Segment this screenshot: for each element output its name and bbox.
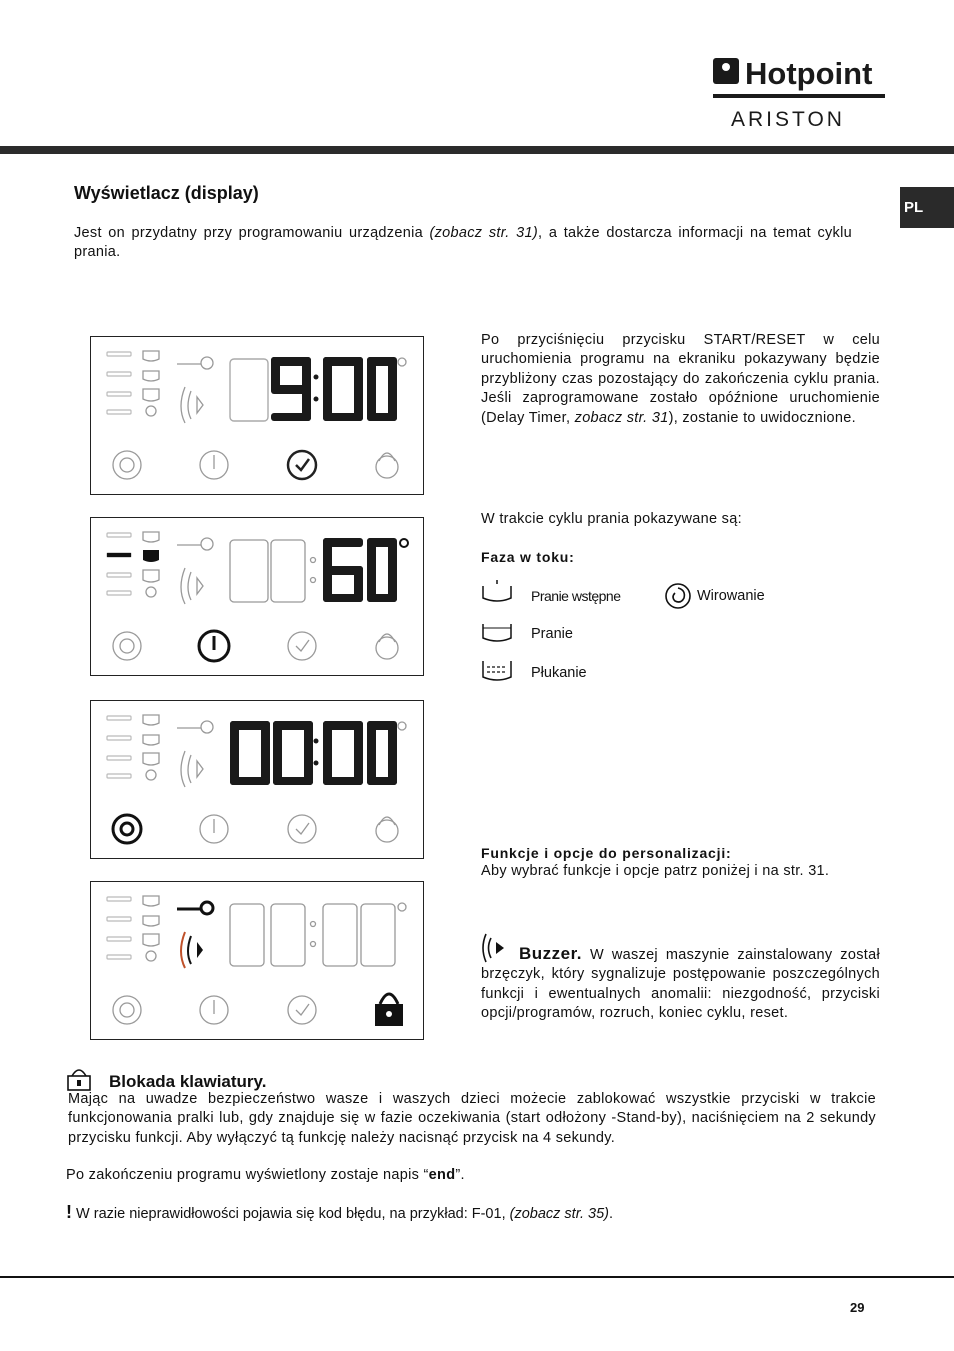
prewash-label: Pranie wstępne [531, 588, 621, 604]
lock-paragraph: Mając na uwadze bezpieczeństwo wasze i waszych dzieci możecie zablokować wszystkie przyciski w trakcie funkcjonowania pralki lub, gdy znajduje się w fazie oczekiwania (start odłożony -Stand-by), naciśnięciem na 2 sekundy przycisku funkcji. Aby wyłączyć tą funkcję należy nacisnąć przycisk na 4 sekundy. [68, 1091, 876, 1146]
language-tab: PL [900, 187, 954, 228]
start-reset-paragraph: Po przyciśnięciu przycisku START/RESET w celu uruchomienia programu na ekraniku pokazywany będzie przybliżony czas pozostający do zakończenia cyklu prania. Jeśli zaprogramowane zostało opóźnione uruchomienie (Delay Timer, zobacz str. 31), zostanie to uwidocznione. [481, 332, 880, 426]
functions-paragraph: Aby wybrać funkcje i opcje patrz poniżej i na str. 31. [481, 863, 830, 879]
prewash-icon [481, 580, 513, 606]
display-panel-lock [90, 881, 424, 1040]
brand-logo [712, 56, 888, 130]
brand-name: Hotpoint [745, 56, 873, 91]
warning-icon: ! [66, 1202, 72, 1222]
spin-label: Wirowanie [697, 588, 765, 604]
wash-icon [481, 622, 513, 644]
section-title: Wyświetlacz (display) [74, 183, 259, 203]
wash-label: Pranie [531, 626, 573, 642]
rinse-icon [481, 659, 513, 683]
header-rule [0, 146, 954, 154]
lock-icon [66, 1066, 92, 1092]
lock-title: Blokada klawiatury. [109, 1072, 267, 1091]
error-note: ! W razie nieprawidłowości pojawia się kod błędu, na przykład: F-01, (zobacz str. 35). [66, 1202, 614, 1222]
phase-heading: Faza w toku: [481, 549, 575, 565]
display-panel-end-time [90, 700, 424, 859]
brand-sub: ARISTON [731, 108, 845, 130]
footer-rule [0, 1276, 954, 1278]
spin-icon [664, 582, 692, 610]
functions-heading: Funkcje i opcje do personalizacji: [481, 845, 732, 861]
buzzer-paragraph: Buzzer. W waszej maszynie zainstalowany został brzęczyk, który sygnalizuje postępowanie poszczególnych funkcji i ewentualnych anomalii: niezgodność, przyciski opcji/programów, rozruch, koniec cyklu, reset. [481, 944, 880, 1022]
buzzer-title: Buzzer. [519, 944, 583, 963]
rinse-label: Płukanie [531, 665, 587, 681]
cycle-paragraph: W trakcie cyklu prania pokazywane są: [481, 511, 742, 527]
page-number: 29 [850, 1300, 865, 1315]
intro-paragraph: Jest on przydatny przy programowaniu urządzenia (zobacz str. 31), a także dostarcza informacji na temat cyklu prania. [74, 225, 852, 261]
end-note: Po zakończeniu programu wyświetlony zostaje napis “end”. [66, 1167, 465, 1183]
display-panel-temperature [90, 517, 424, 676]
display-panel-time [90, 336, 424, 495]
